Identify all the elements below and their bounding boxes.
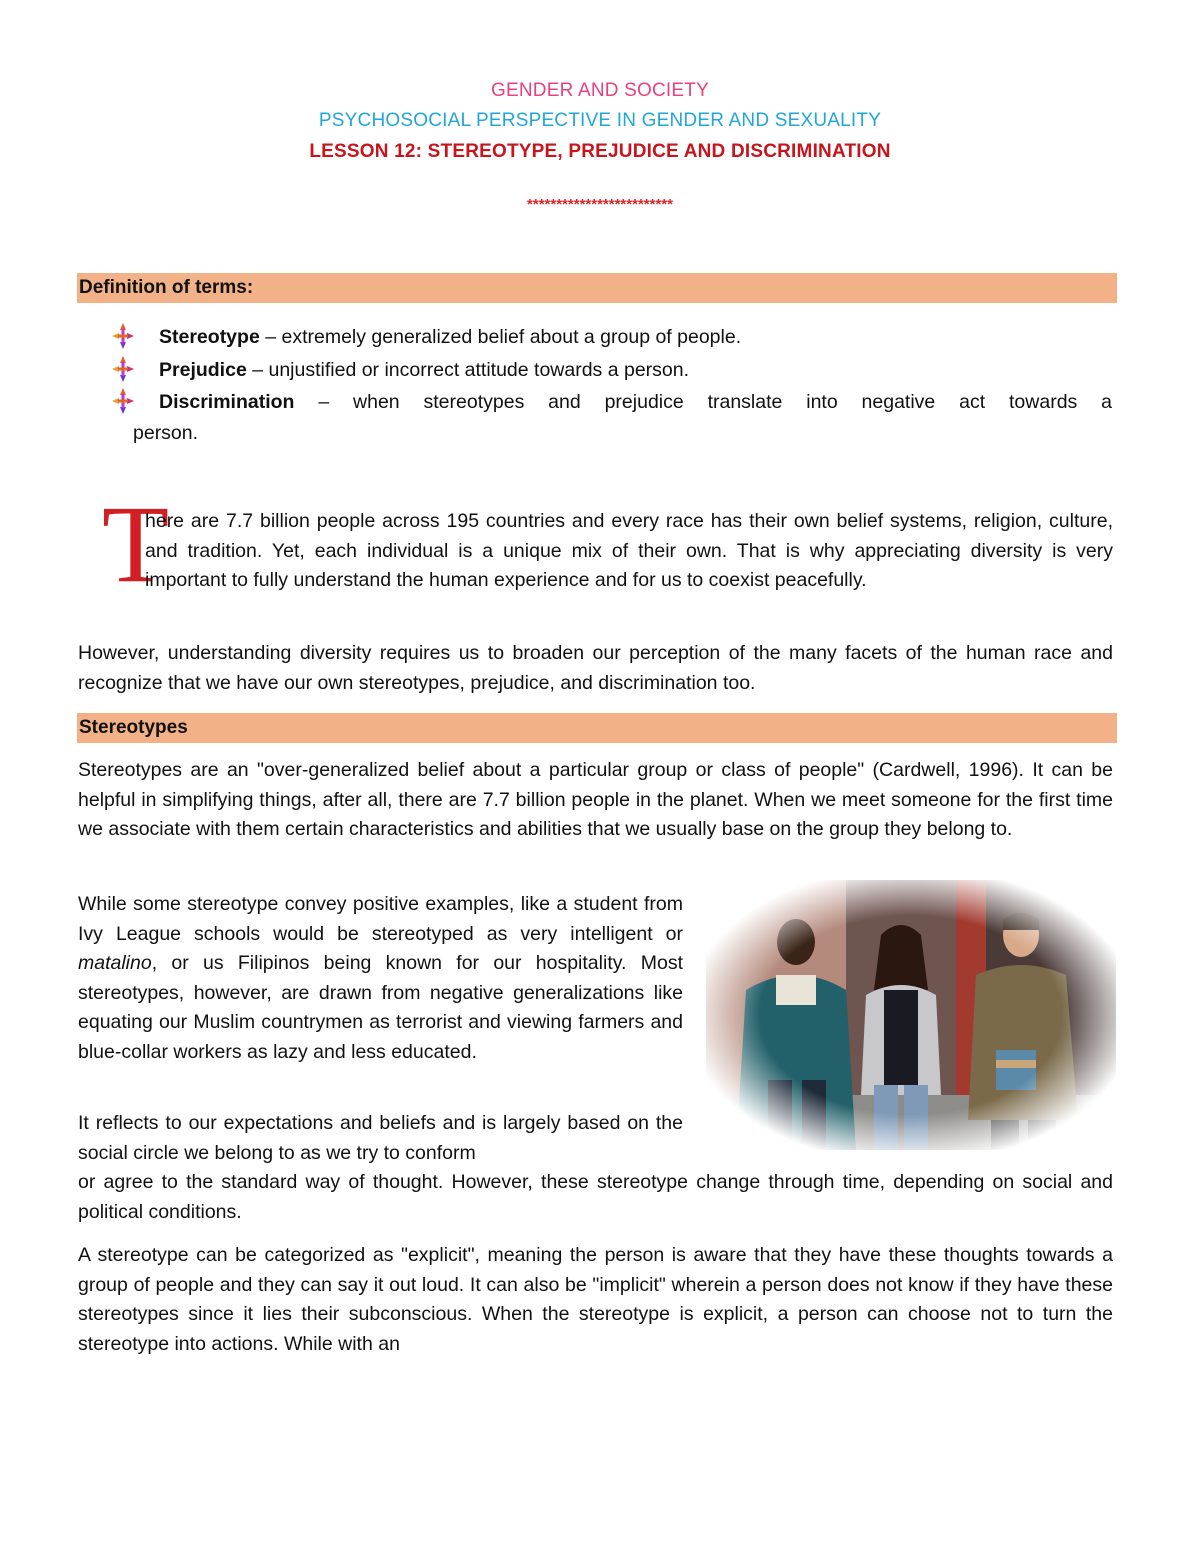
asterisk-divider: ************************* bbox=[527, 196, 673, 213]
term: Discrimination bbox=[159, 391, 295, 413]
lesson-title: LESSON 12: STEREOTYPE, PREJUDICE AND DISCRIMINATION bbox=[309, 141, 891, 162]
definition: – when stereotypes and prejudice translate into negative act towards a bbox=[294, 391, 1112, 413]
definition: – unjustified or incorrect attitude towards a person. bbox=[246, 359, 690, 381]
expectations-paragraph-part1: It reflects to our expectations and beliefs and is largely based on the social circle we belong to as we try to conform bbox=[78, 1112, 683, 1164]
paragraph-text: While some stereotype convey positive examples, like a student from Ivy League schools would be stereotyped as very intelligent or bbox=[78, 893, 683, 945]
definition: – extremely generalized belief about a group of people. bbox=[259, 326, 742, 348]
stereotypes-heading: Stereotypes bbox=[77, 713, 1117, 743]
definitions-heading: Definition of terms: bbox=[77, 273, 1117, 303]
four-arrow-bullet-icon bbox=[112, 356, 134, 382]
definition-continuation: person. bbox=[133, 422, 199, 444]
expectations-paragraph-part2: or agree to the standard way of thought. However, these stereotype change through time, depending on social and political conditions. bbox=[78, 1171, 1113, 1223]
paragraph-text: , or us Filipinos being known for our hospitality. Most stereotypes, however, are drawn from negative generalizations like equating our Muslim countrymen as terrorist and viewing farmers and blue-collar workers as lazy and less educated. bbox=[78, 952, 683, 1063]
explicit-implicit-paragraph: A stereotype can be categorized as "explicit", meaning the person is aware that they have these thoughts towards a group of people and they can say it out loud. It can also be "implicit" wherein a person does not know if they have these stereotypes since it lies their subconscious. When the stereotype is explicit, a person can choose not to turn the stereotype into actions. While with an bbox=[78, 1244, 1113, 1355]
stereotypes-definition-paragraph: Stereotypes are an "over-generalized belief about a particular group or class of people" (Cardwell, 1996). It can be helpful in simplifying things, after all, there are 7.7 billion people in the planet. When we meet someone for the first time we associate with them certain characteristics and abilities that we usually base on the group they belong to. bbox=[78, 759, 1113, 840]
module-title: PSYCHOSOCIAL PERSPECTIVE IN GENDER AND SEXUALITY bbox=[318, 110, 882, 131]
students-walking-photo bbox=[706, 880, 1116, 1150]
four-arrow-bullet-icon bbox=[112, 388, 134, 414]
term: Stereotype bbox=[159, 326, 260, 348]
course-title: GENDER AND SOCIETY bbox=[491, 80, 709, 101]
intro-paragraph: here are 7.7 billion people across 195 countries and every race has their own belief systems, religion, culture, and tradition. Yet, each individual is a unique mix of their own. That is why appreciating diversity is very important to fully understand the human experience and for us to coexist peacefully. bbox=[145, 510, 1113, 591]
diversity-paragraph: However, understanding diversity requires us to broaden our perception of the many facets of the human race and recognize that we have our own stereotypes, prejudice, and discrimination too. bbox=[78, 642, 1113, 694]
term: Prejudice bbox=[159, 359, 247, 381]
drop-cap: T bbox=[102, 483, 170, 605]
italic-term: matalino bbox=[78, 952, 152, 974]
four-arrow-bullet-icon bbox=[112, 323, 134, 349]
stereotype-examples-paragraph bbox=[78, 890, 683, 1067]
